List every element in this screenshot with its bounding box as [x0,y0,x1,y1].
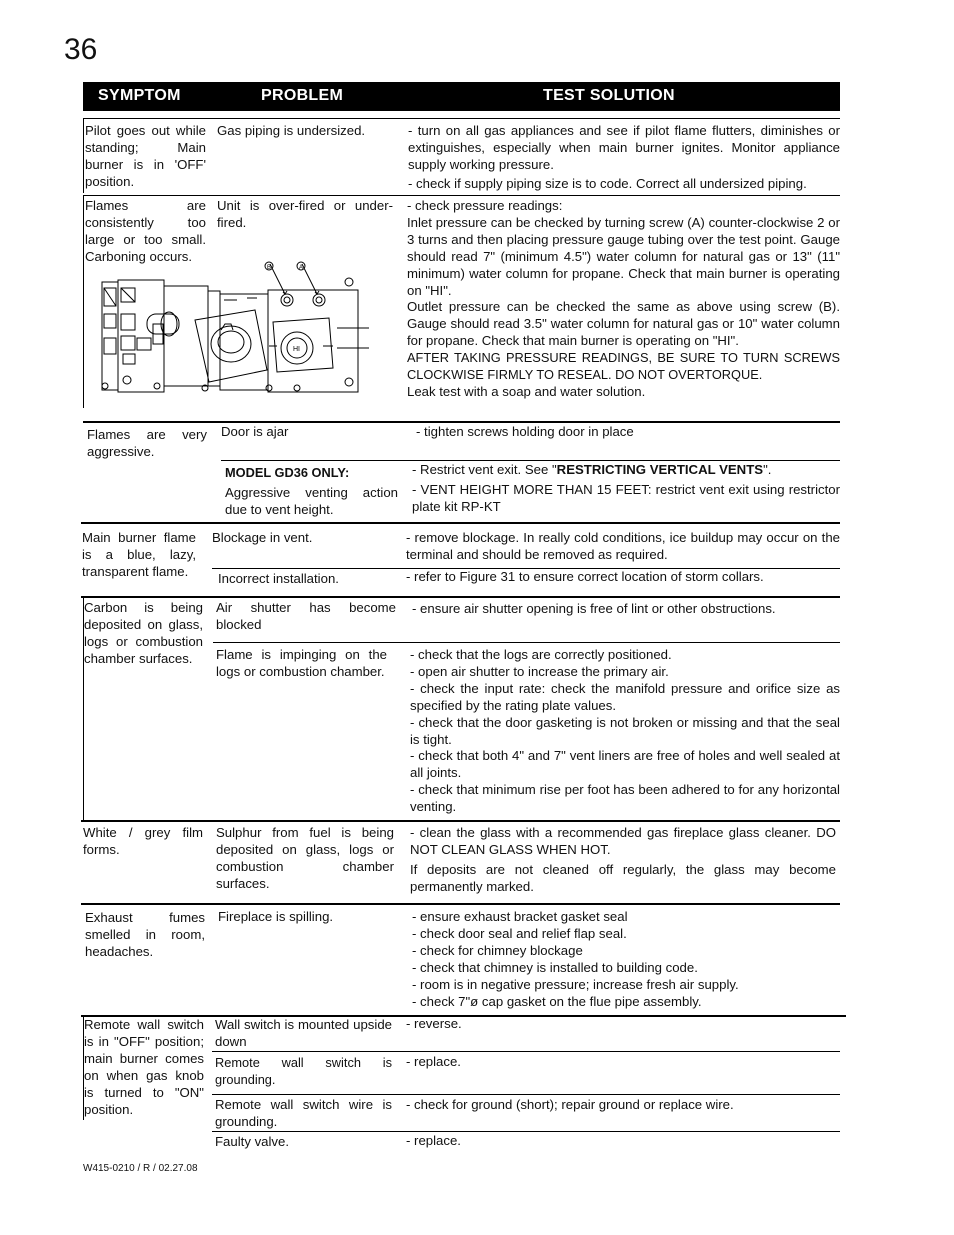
solution-cell: - check if supply piping size is to code. Correct all undersized piping. [408,176,807,191]
solution-cell: - ensure air shutter opening is free of lint or other obstructions. [412,601,776,616]
page-number: 36 [64,33,98,66]
diagram-label-b: B [267,265,272,271]
solution-line: - open air shutter to increase the primary air. [410,663,669,679]
solution-line: - check door seal and relief flap seal. [412,925,627,941]
solution-cell: If deposits are not cleaned off regularly, the glass may become permanently marked. [410,862,836,894]
solution-line: - check the input rate: check the manifold pressure and orifice size as specified by the rating plate values. [410,680,840,713]
symptom-cell: Main burner flame is a blue, lazy, transparent flame. [82,530,196,579]
problem-cell: Flame is impinging on the logs or combustion chamber. [216,647,387,679]
problem-cell: Unit is over-fired or under-fired. [217,198,393,230]
symptom-cell: Remote wall switch is in "OFF" position; main burner comes on when gas knob is turned to "ON" position. [84,1017,204,1117]
solution-cell: - replace. [406,1133,461,1148]
solution-cell [410,647,840,816]
solution-line: - check that minimum rise per foot has been adhered to for any horizontal venting. [410,782,840,815]
problem-cell: Faulty valve. [215,1134,290,1149]
solution-line: - check that the door gasketing is not broken or missing and that the seal is tight. [410,714,840,747]
problem-cell: Gas piping is undersized. [217,123,366,138]
diagram-label-hi: HI [293,346,300,353]
solution-cell [412,462,840,479]
col-line [83,119,84,193]
rule [83,118,840,119]
solution-cell: - reverse. [406,1016,462,1031]
solution-line: Leak test with a soap and water solution. [407,383,646,399]
problem-cell: Remote wall switch is grounding. [215,1055,392,1087]
solution-line: - room is in negative pressure; increase fresh air supply. [412,976,739,992]
header-symptom: SYMPTOM [98,87,181,104]
solution-cell: - VENT HEIGHT MORE THAN 15 FEET: restrict vent exit using restrictor plate kit RP-KT [412,482,840,514]
symptom-cell: Pilot goes out while standing; Main burner is in 'OFF' position. [85,123,206,189]
solution-line: - check that both 4" and 7" vent liners are free of holes and well sealed at all joints. [410,748,840,781]
solution-line: - check that chimney is installed to building code. [412,959,698,975]
problem-cell: Sulphur from fuel is being deposited on glass, logs or combustion chamber surfaces. [216,825,394,891]
solution-cell [412,909,840,1010]
diagram-label-a: A [299,265,304,271]
problem-cell: Incorrect installation. [218,571,339,586]
solution-cell: - replace. [406,1054,461,1069]
solution-suffix: ". [763,462,772,477]
problem-cell: Aggressive venting action due to vent height. [225,485,398,517]
symptom-cell: Flames are consistently too large or too small. Carboning occurs. [85,198,206,264]
rule [83,195,840,196]
symptom-cell: Exhaust fumes smelled in room, headaches. [85,910,205,959]
header-problem: PROBLEM [261,87,344,104]
problem-cell: Blockage in vent. [212,530,313,545]
solution-cell: - refer to Figure 31 to ensure correct location of storm collars. [406,569,764,584]
rule [81,820,840,822]
rule [212,1131,840,1132]
table-header [83,82,840,111]
solution-cell [407,198,840,401]
rule [213,642,840,643]
solution-prefix: - Restrict vent exit. See " [412,462,557,477]
solution-line: - check pressure readings: [407,198,563,213]
rule [83,421,840,423]
rule [212,1094,840,1095]
problem-heading: MODEL GD36 ONLY: [225,465,350,480]
solution-line: Outlet pressure can be checked the same as above using screw (B). Gauge should read 3.5" water column for natural gas or 10" water column for propane. Check that main burner is operating on "HI". [407,299,840,349]
problem-cell: Wall switch is mounted upside down [215,1017,392,1049]
problem-cell: Remote wall switch wire is grounding. [215,1097,392,1129]
rule [81,522,840,524]
footer-code: W415-0210 / R / 02.27.08 [83,1163,198,1174]
problem-cell: Door is ajar [221,424,289,439]
rule [81,596,840,598]
gas-valve-diagram [97,258,373,400]
symptom-cell: White / grey film forms. [83,825,203,857]
rule [81,903,840,905]
solution-line: - ensure exhaust bracket gasket seal [412,909,628,924]
solution-cell: - clean the glass with a recommended gas fireplace glass cleaner. DO NOT CLEAN GLASS WHEN HOT. [410,825,836,857]
problem-cell: Air shutter has become blocked [216,600,396,632]
solution-line: - check for chimney blockage [412,942,583,958]
solution-cell: - turn on all gas appliances and see if pilot flame flutters, diminishes or extinguishes, especially when main burner ignites. Monitor appliance supply working pressure. [408,123,840,172]
solution-cell: - remove blockage. In really cold conditions, ice buildup may occur on the terminal and should be removed as required. [406,530,840,562]
solution-line: Inlet pressure can be checked by turning screw (A) counter-clockwise 2 or 3 turns and then placing pressure gauge tubing over the test point. Gauge should read 7" (minimum 4.5") water column for natural gas or 13" (11" minimum) water column for propane. Check that main burner is operating on "HI". [407,214,840,298]
rule [221,460,840,461]
symptom-cell: Flames are very aggressive. [87,427,207,459]
solution-cell: - tighten screws holding door in place [416,424,634,439]
col-line [83,196,84,408]
solution-line: - check that the logs are correctly positioned. [410,647,672,662]
rule [212,1051,840,1052]
header-solution: TEST SOLUTION [543,87,675,104]
problem-cell: Fireplace is spilling. [218,909,334,924]
solution-line: - check 7"ø cap gasket on the flue pipe assembly. [412,993,702,1009]
solution-cell: - check for ground (short); repair ground or replace wire. [406,1097,734,1112]
solution-line: AFTER TAKING PRESSURE READINGS, BE SURE TO TURN SCREWS CLOCKWISE FIRMLY TO RESEAL. DO NOT OVERTORQUE. [407,350,840,383]
solution-bold: RESTRICTING VERTICAL VENTS [556,462,764,477]
symptom-cell: Carbon is being deposited on glass, logs or combustion chamber surfaces. [84,600,203,666]
